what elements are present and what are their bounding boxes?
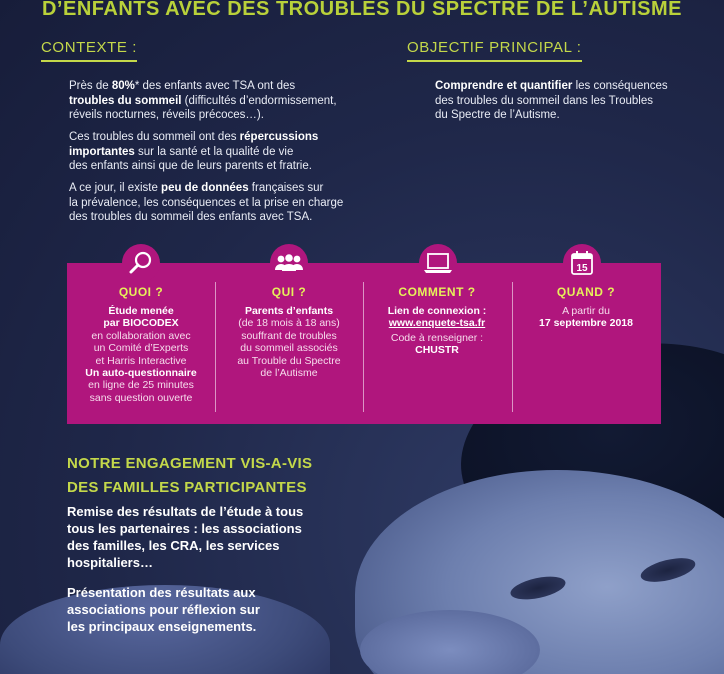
contexte-paragraph-2: Ces troubles du sommeil ont des répercussions importantes sur la santé et la qualité de vie des enfants ainsi que de leurs parents et fratrie. [69,131,319,172]
quoi-heading: QUOI ? [118,285,164,299]
quoi-body: Étude menée par BIOCODEX en collaboration avec un Comité d’Experts et Harris Interactive Un auto-questionnaire en ligne de 25 minutes sans question ouverte [85,305,197,404]
svg-text:15: 15 [576,263,588,274]
survey-link[interactable]: www.enquete-tsa.fr [388,317,486,330]
quand-heading: QUAND ? [556,285,616,299]
divider [512,282,513,412]
quand-body: A partir du 17 septembre 2018 [539,305,633,330]
objectif-heading: OBJECTIF PRINCIPAL : [407,39,582,62]
contexte-heading: CONTEXTE : [41,39,137,62]
calendar-icon [563,244,601,282]
contexte-paragraph-3: A ce jour, il existe peu de données françaises sur la prévalence, les conséquences et la prise en charge des troubles du sommeil des enfants avec TSA. [69,182,344,223]
people-icon [270,244,308,282]
comment-body: Lien de connexion : www.enquete-tsa.fr Code à renseigner : CHUSTR [363,305,511,357]
magnifier-icon [122,244,160,282]
page-title: D’ENFANTS AVEC DES TROUBLES DU SPECTRE DE L’AUTISME [41,0,682,20]
engagement-title: NOTRE ENGAGEMENT VIS-A-VIS DES FAMILLES PARTICIPANTES [67,455,313,496]
objectif-paragraph: Comprendre et quantifier les conséquences des troubles du sommeil dans les Troubles du Spectre de l’Autisme. [435,80,668,121]
engagement-paragraph-2: Présentation des résultats aux associations pour réflexion sur les principaux enseignements. [67,585,260,634]
comment-heading: COMMENT ? [398,285,476,299]
qui-heading: QUI ? [271,285,307,299]
laptop-icon [419,244,457,282]
engagement-paragraph-1: Remise des résultats de l’étude à tous tous les partenaires : les associations des familles, les CRA, les services hospitaliers… [67,504,304,570]
qui-body: Parents d’enfants (de 18 mois à 18 ans) souffrant de troubles du sommeil associés au Trouble du Spectre de l’Autisme [237,305,341,380]
contexte-paragraph-1: Près de 80%* des enfants avec TSA ont des troubles du sommeil (difficultés d’endormissement, réveils nocturnes, réveils précoces…). [69,80,337,121]
